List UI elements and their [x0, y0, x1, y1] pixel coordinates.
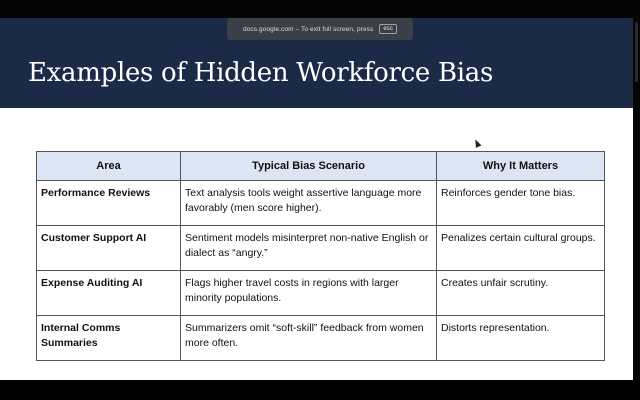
table-cell-scenario: Flags higher travel costs in regions with larger minority populations. [181, 271, 437, 316]
browser-top-bar [0, 0, 640, 18]
table-cell-why: Reinforces gender tone bias. [437, 181, 605, 226]
table-cell-why: Creates unfair scrutiny. [437, 271, 605, 316]
table-cell-scenario: Sentiment models misinterpret non-native English or dialect as “angry.” [181, 226, 437, 271]
esc-key-badge: esc [379, 24, 397, 34]
table-cell-scenario: Summarizers omit “soft-skill” feedback from women more often. [181, 316, 437, 361]
table-cell-area: Customer Support AI [37, 226, 181, 271]
table-row [37, 181, 605, 226]
column-header-area: Area [37, 152, 181, 181]
table-row [37, 271, 605, 316]
bias-examples-table [36, 151, 605, 361]
slide-title: Examples of Hidden Workforce Bias [28, 58, 494, 88]
table-cell-area: Expense Auditing AI [37, 271, 181, 316]
column-header-scenario: Typical Bias Scenario [181, 152, 437, 181]
table-cell-scenario: Text analysis tools weight assertive language more favorably (men score higher). [181, 181, 437, 226]
table-cell-area: Internal Comms Summaries [37, 316, 181, 361]
fullscreen-exit-notice [227, 18, 413, 40]
table-cell-area: Performance Reviews [37, 181, 181, 226]
browser-bottom-bar [0, 380, 640, 400]
table-header-row [37, 152, 605, 181]
presentation-slide [0, 18, 633, 380]
column-header-why: Why It Matters [437, 152, 605, 181]
scrollbar-thumb[interactable] [635, 22, 638, 82]
table-cell-why: Distorts representation. [437, 316, 605, 361]
table-row [37, 316, 605, 361]
fullscreen-notice-text: docs.google.com – To exit full screen, press [242, 25, 374, 33]
table-cell-why: Penalizes certain cultural groups. [437, 226, 605, 271]
table-row [37, 226, 605, 271]
